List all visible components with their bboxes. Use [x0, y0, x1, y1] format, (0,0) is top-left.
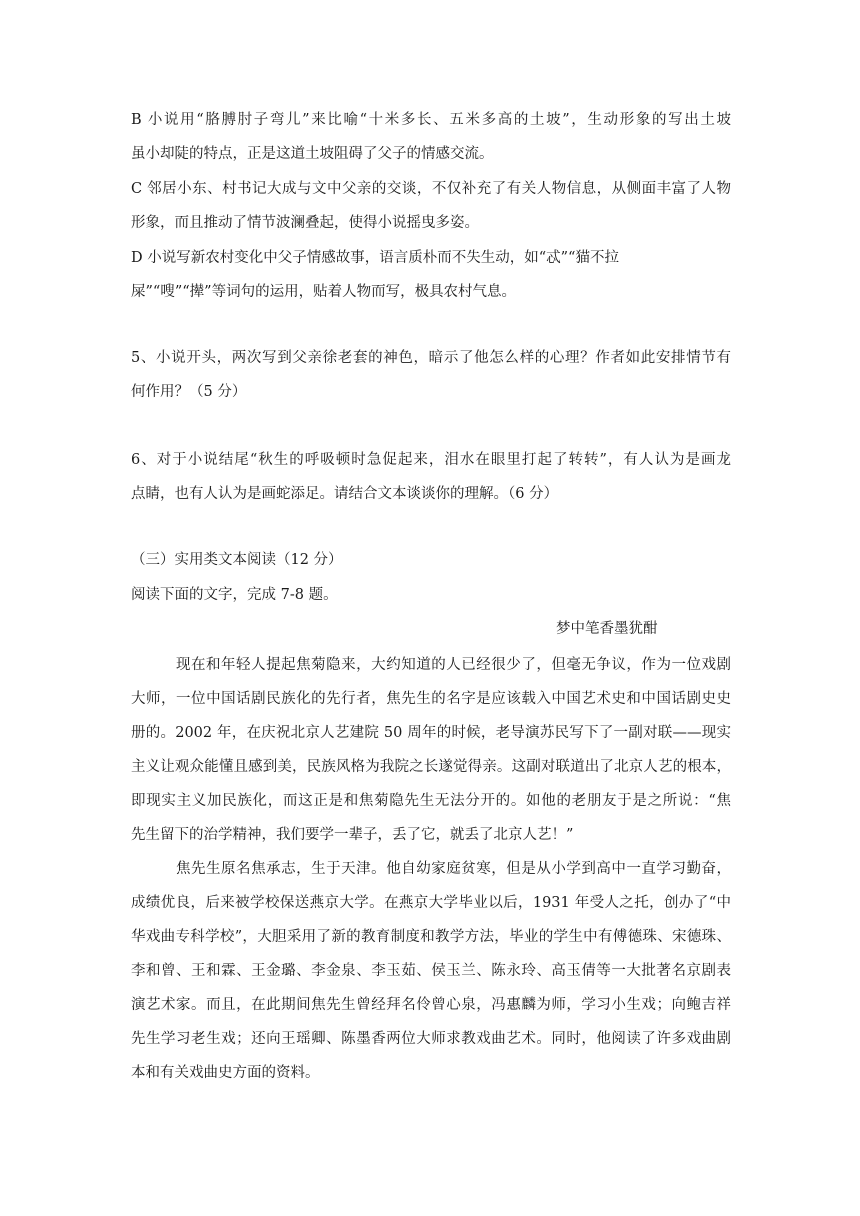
question-6-line-1: 6、对于小说结尾“秋生的呼吸顿时急促起来，泪水在眼里打起了转转”，有人认为是画龙 — [131, 452, 731, 468]
option-b-line-1: B 小说用“胳膊肘子弯儿”来比喻“十米多长、五米多高的土坡”，生动形象的写出土坡 — [131, 112, 731, 128]
option-c-line-2: 形象，而且推动了情节波澜叠起，使得小说摇曳多姿。 — [131, 215, 479, 231]
option-d-line-2: 屎”“嗖”“撵”等词句的运用，贴着人物而写，极具农村气息。 — [131, 284, 517, 300]
question-5-line-2: 何作用？（5 分） — [131, 384, 247, 400]
paragraph-1-line-3: 册的。2002 年，在庆祝北京人艺建院 50 周年的时候，老导演苏民写下了一副对联——现实 — [131, 725, 731, 741]
paragraph-2-line-3: 华戏曲专科学校”，大胆采用了新的教育制度和教学方法，毕业的学生中有傅德珠、宋德珠、 — [131, 929, 731, 945]
option-c-line-1: C 邻居小东、村书记大成与文中父亲的交谈，不仅补充了有关人物信息，从侧面丰富了人物 — [131, 181, 731, 197]
paragraph-2-line-5: 演艺术家。而且，在此期间焦先生曾经拜名伶曾心泉，冯惠麟为师，学习小生戏；向鲍吉祥 — [131, 997, 731, 1013]
option-d-line-1: D 小说写新农村变化中父子情感故事，语言质朴而不失生动，如“忒”“猫不拉 — [131, 250, 619, 266]
paragraph-1-line-4: 主义让观众能懂且感到美，民族风格为我院之长遂觉得亲。这副对联道出了北京人艺的根本， — [131, 759, 731, 775]
paragraph-1-line-1: 现在和年轻人提起焦菊隐来，大约知道的人已经很少了，但毫无争议，作为一位戏剧 — [176, 657, 731, 673]
article-title: 梦中笔香墨犹酣 — [556, 621, 658, 637]
section-instruction: 阅读下面的文字，完成 7-8 题。 — [131, 587, 338, 603]
section-heading: （三）实用类文本阅读（12 分） — [131, 552, 343, 568]
paragraph-1-line-2: 大师，一位中国话剧民族化的先行者，焦先生的名字是应该载入中国艺术史和中国话剧史史 — [131, 691, 731, 707]
paragraph-2-line-4: 李和曾、王和霖、王金璐、李金泉、李玉茹、侯玉兰、陈永玲、高玉倩等一大批著名京剧表 — [131, 963, 731, 979]
paragraph-2-line-2: 成绩优良，后来被学校保送燕京大学。在燕京大学毕业以后，1931 年受人之托，创办了“中 — [131, 895, 731, 911]
paragraph-2-line-1: 焦先生原名焦承志，生于天津。他自幼家庭贫寒，但是从小学到高中一直学习勤奋， — [176, 861, 731, 877]
paragraph-2-line-6: 先生学习老生戏；还向王瑶卿、陈墨香两位大师求教戏曲艺术。同时，他阅读了许多戏曲剧 — [131, 1031, 731, 1047]
question-6-line-2: 点睛，也有人认为是画蛇添足。请结合文本谈谈你的理解。（6 分） — [131, 486, 559, 502]
paragraph-2-line-7: 本和有关戏曲史方面的资料。 — [131, 1065, 320, 1081]
question-5-line-1: 5、小说开头，两次写到父亲徐老套的神色，暗示了他怎么样的心理？作者如此安排情节有 — [131, 350, 731, 366]
paragraph-1-line-5: 即现实主义加民族化，而这正是和焦菊隐先生无法分开的。如他的老朋友于是之所说：“焦 — [131, 793, 731, 809]
option-b-line-2: 虽小却陡的特点，正是这道土坡阻碍了父子的情感交流。 — [131, 146, 494, 162]
paragraph-1-line-6: 先生留下的治学精神，我们要学一辈子，丢了它，就丢了北京人艺！” — [131, 827, 574, 843]
